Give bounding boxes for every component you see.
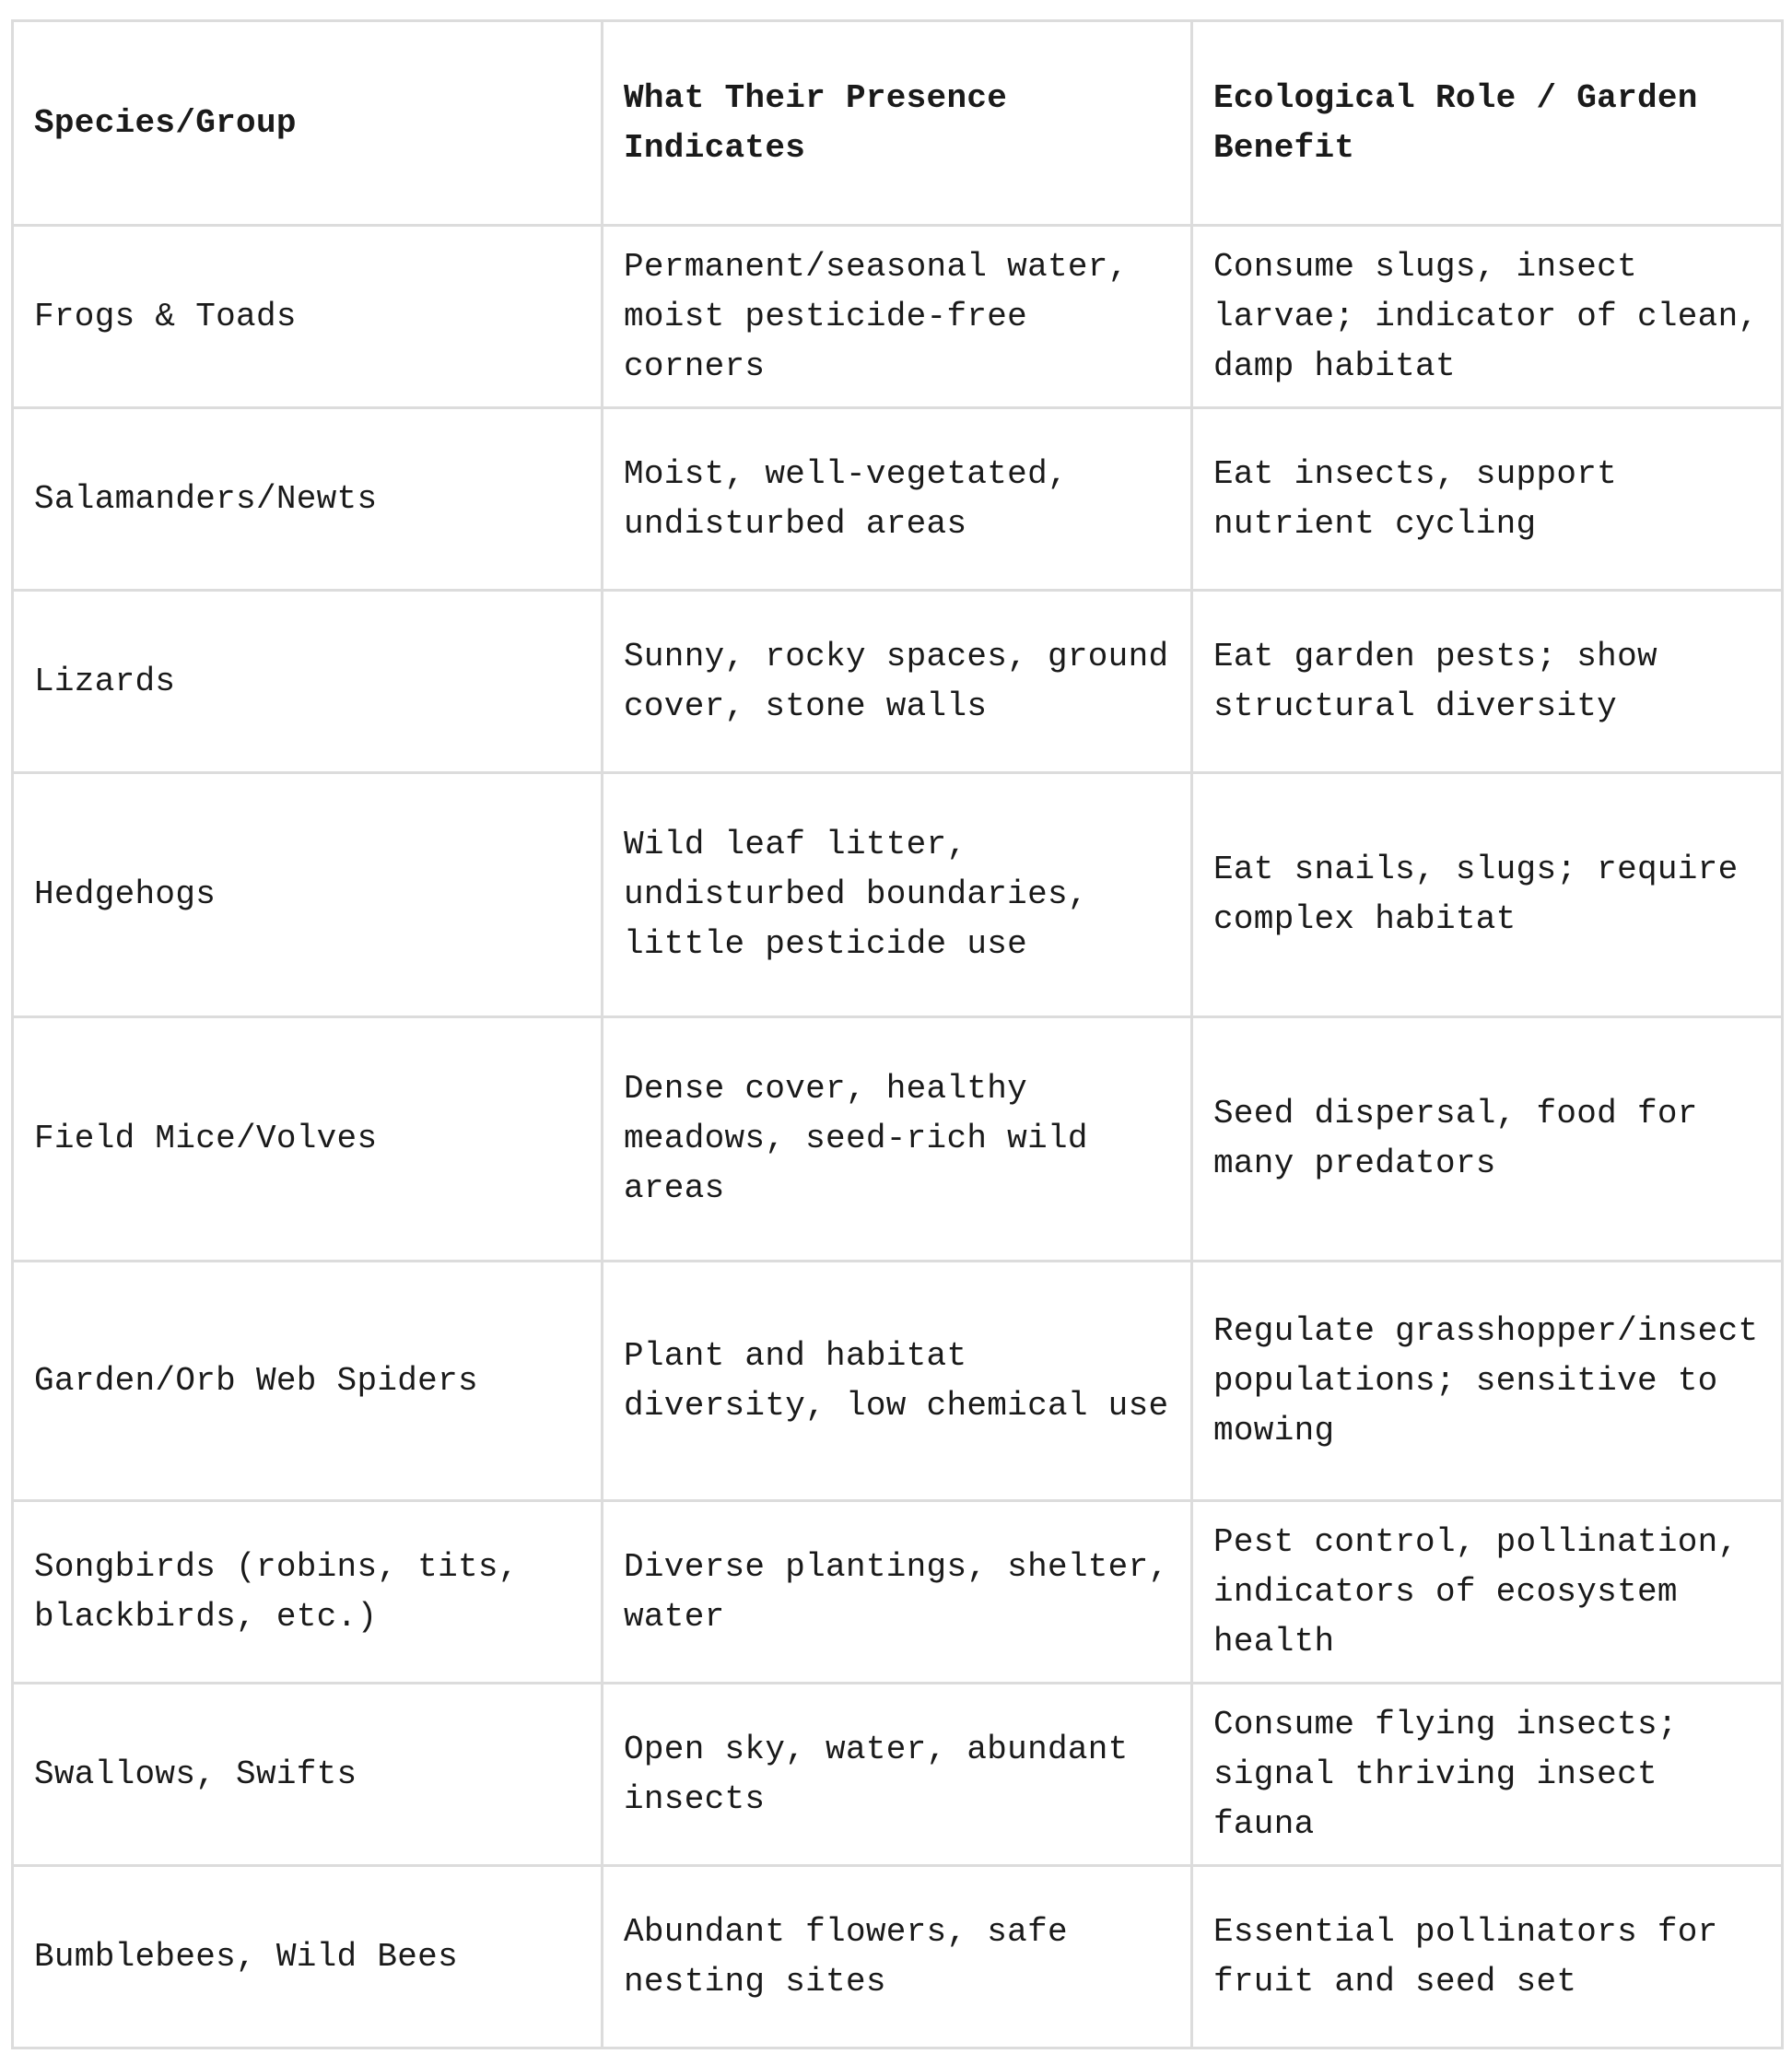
table-row [13, 226, 1783, 408]
presence-cell: Plant and habitat diversity, low chemical use [603, 1262, 1192, 1501]
header-species-group: Species/Group [13, 21, 603, 226]
presence-cell: Wild leaf litter, undisturbed boundaries, little pesticide use [603, 773, 1192, 1017]
table-row [13, 1262, 1783, 1501]
presence-cell: Abundant flowers, safe nesting sites [603, 1866, 1192, 2048]
table-header-row [13, 21, 1783, 226]
species-cell: Garden/Orb Web Spiders [13, 1262, 603, 1501]
table-row [13, 773, 1783, 1017]
species-cell: Lizards [13, 591, 603, 773]
presence-cell: Sunny, rocky spaces, ground cover, stone walls [603, 591, 1192, 773]
species-cell: Swallows, Swifts [13, 1684, 603, 1866]
table-row [13, 1866, 1783, 2048]
role-cell: Consume slugs, insect larvae; indicator of clean, damp habitat [1192, 226, 1783, 408]
species-cell: Songbirds (robins, tits, blackbirds, etc.) [13, 1501, 603, 1684]
role-cell: Eat snails, slugs; require complex habitat [1192, 773, 1783, 1017]
role-cell: Consume flying insects; signal thriving insect fauna [1192, 1684, 1783, 1866]
species-cell: Salamanders/Newts [13, 408, 603, 591]
table-row [13, 1017, 1783, 1262]
table-row [13, 591, 1783, 773]
role-cell: Eat insects, support nutrient cycling [1192, 408, 1783, 591]
wildlife-indicator-table [11, 19, 1784, 2049]
header-presence-indicates: What Their Presence Indicates [603, 21, 1192, 226]
presence-cell: Dense cover, healthy meadows, seed-rich wild areas [603, 1017, 1192, 1262]
presence-cell: Permanent/seasonal water, moist pesticide-free corners [603, 226, 1192, 408]
table-row [13, 1684, 1783, 1866]
species-cell: Field Mice/Volves [13, 1017, 603, 1262]
species-cell: Bumblebees, Wild Bees [13, 1866, 603, 2048]
species-cell: Hedgehogs [13, 773, 603, 1017]
role-cell: Eat garden pests; show structural diversity [1192, 591, 1783, 773]
species-cell: Frogs & Toads [13, 226, 603, 408]
table-row [13, 1501, 1783, 1684]
header-ecological-role: Ecological Role / Garden Benefit [1192, 21, 1783, 226]
table-row [13, 408, 1783, 591]
role-cell: Seed dispersal, food for many predators [1192, 1017, 1783, 1262]
role-cell: Regulate grasshopper/insect populations; sensitive to mowing [1192, 1262, 1783, 1501]
presence-cell: Open sky, water, abundant insects [603, 1684, 1192, 1866]
role-cell: Essential pollinators for fruit and seed set [1192, 1866, 1783, 2048]
role-cell: Pest control, pollination, indicators of ecosystem health [1192, 1501, 1783, 1684]
presence-cell: Moist, well-vegetated, undisturbed areas [603, 408, 1192, 591]
presence-cell: Diverse plantings, shelter, water [603, 1501, 1192, 1684]
